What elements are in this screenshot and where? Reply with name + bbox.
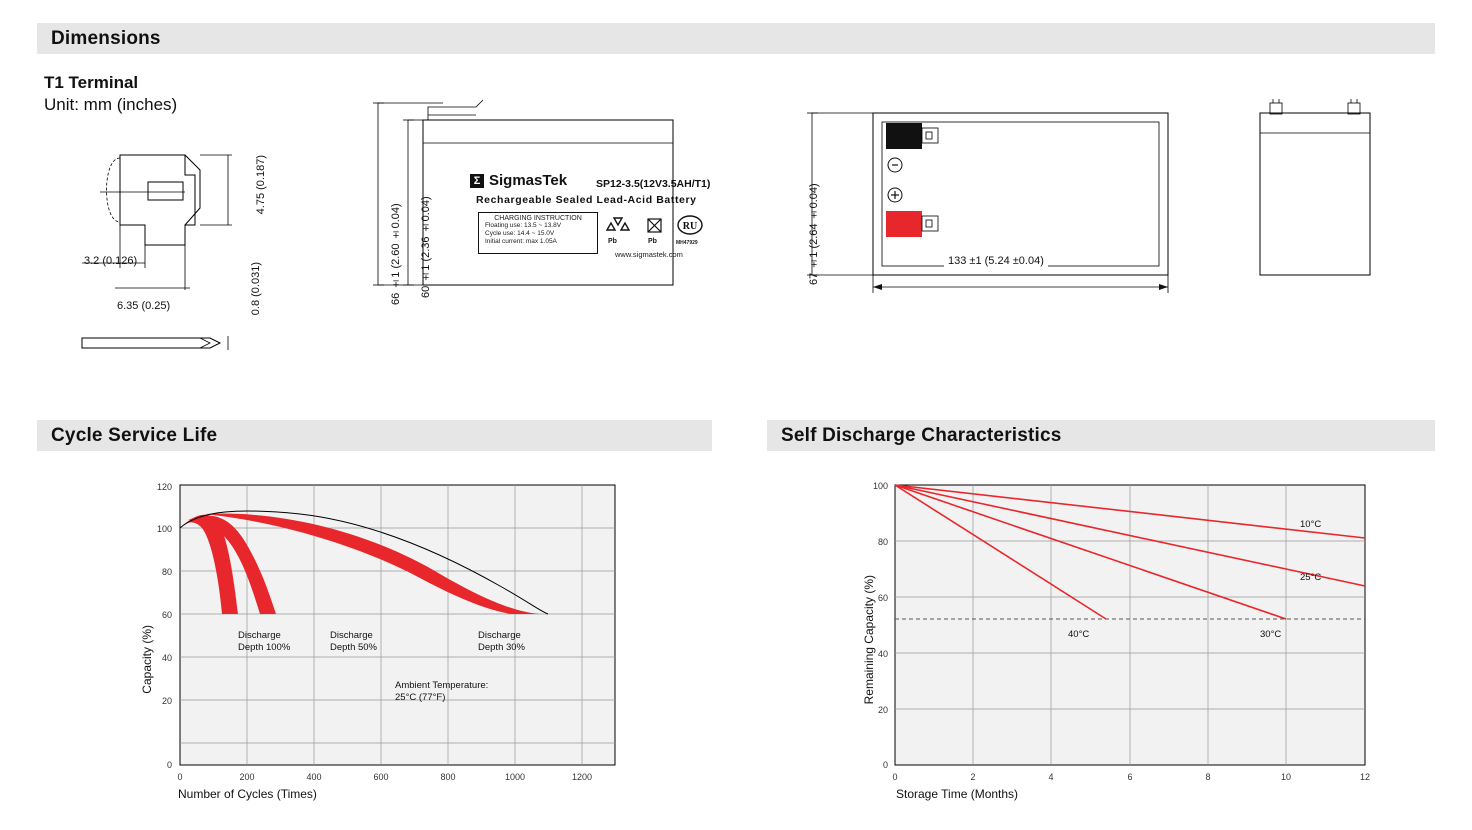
svg-text:6: 6	[1127, 772, 1133, 782]
safety-marks	[604, 214, 714, 252]
terminal-dim-thickness: 0.8 (0.031)	[250, 262, 262, 316]
self-chart-xlabel: Storage Time (Months)	[896, 787, 1019, 801]
cycle-service-life-chart	[110, 470, 730, 830]
battery-dim-length: 133 ±1 (5.24 ±0.04)	[944, 255, 1048, 267]
svg-text:800: 800	[440, 772, 456, 782]
section-header-cycle-service-life	[37, 420, 712, 451]
pb-mark-1: Pb	[608, 238, 617, 245]
svg-text:40: 40	[161, 653, 172, 663]
battery-dim-depth: 67 ±1 (2.64 ±0.04)	[808, 183, 820, 285]
svg-text:20: 20	[161, 696, 172, 706]
terminal-unit: Unit: mm (inches)	[44, 95, 178, 114]
svg-text:2: 2	[970, 772, 976, 782]
ul-file-number: MH47929	[676, 240, 698, 246]
svg-text:60: 60	[877, 593, 888, 603]
svg-text:120: 120	[156, 482, 172, 492]
svg-text:Depth 30%: Depth 30%	[478, 642, 526, 653]
section-title-self-discharge: Self Discharge Characteristics	[781, 424, 1062, 446]
self-discharge-chart	[830, 470, 1450, 830]
sigma-mark-icon: Σ	[470, 174, 484, 188]
svg-text:100: 100	[156, 524, 172, 534]
svg-text:30°C: 30°C	[1260, 629, 1282, 640]
battery-dim-total-height: 66 ±1 (2.60 ±0.04)	[390, 203, 402, 305]
ul-icon	[678, 216, 702, 234]
svg-text:1000: 1000	[504, 772, 526, 782]
charging-line-2: Cycle use: 14.4 ~ 15.0V	[485, 230, 555, 237]
svg-text:80: 80	[161, 567, 172, 577]
svg-text:200: 200	[239, 772, 255, 782]
svg-text:Discharge: Discharge	[330, 630, 373, 641]
svg-text:Ambient Temperature:: Ambient Temperature:	[395, 680, 489, 691]
terminal-dim-height: 4.75 (0.187)	[255, 155, 267, 215]
terminal-dim-width: 6.35 (0.25)	[117, 300, 171, 312]
svg-text:600: 600	[373, 772, 389, 782]
svg-text:40°C: 40°C	[1068, 629, 1090, 640]
section-header-dimensions	[37, 23, 1435, 54]
battery-front-view	[368, 95, 688, 325]
svg-text:12: 12	[1359, 772, 1371, 782]
svg-text:RU: RU	[682, 221, 698, 232]
battery-side-view	[1245, 95, 1395, 295]
svg-text:10°C: 10°C	[1300, 519, 1322, 530]
svg-text:10: 10	[1280, 772, 1292, 782]
cycle-chart-ylabel: Capacity (%)	[140, 625, 154, 694]
svg-text:100: 100	[872, 481, 888, 491]
svg-text:60: 60	[161, 610, 172, 620]
battery-website: www.sigmastek.com	[615, 250, 683, 259]
svg-text:80: 80	[877, 537, 888, 547]
recycle-icon	[607, 218, 629, 230]
svg-text:1200: 1200	[571, 772, 593, 782]
svg-text:25°C: 25°C	[1300, 572, 1322, 583]
crossed-bin-icon	[648, 219, 661, 232]
charging-instruction-box	[478, 212, 598, 254]
charging-line-3: Initial current: max 1.05A	[485, 238, 557, 245]
pb-mark-2: Pb	[648, 238, 657, 245]
svg-text:Depth 50%: Depth 50%	[330, 642, 378, 653]
svg-text:0: 0	[892, 772, 898, 782]
battery-model: SP12-3.5(12V3.5AH/T1)	[596, 178, 711, 190]
svg-text:Discharge: Discharge	[238, 630, 281, 641]
svg-text:400: 400	[306, 772, 322, 782]
battery-type: Rechargeable Sealed Lead-Acid Battery	[476, 194, 697, 206]
self-chart-ylabel: Remaining Capacity (%)	[862, 575, 876, 705]
svg-text:4: 4	[1048, 772, 1054, 782]
cycle-chart-xlabel: Number of Cycles (Times)	[178, 787, 317, 801]
charging-line-1: Floating use: 13.5 ~ 13.8V	[485, 222, 562, 229]
svg-text:0: 0	[882, 760, 888, 770]
section-title-cycle-service-life: Cycle Service Life	[51, 424, 218, 446]
charging-instruction-title: CHARGING INSTRUCTION	[494, 215, 582, 222]
positive-terminal-icon	[888, 188, 902, 202]
svg-text:0: 0	[177, 772, 183, 782]
terminal-title: T1 Terminal	[44, 73, 139, 92]
svg-text:Discharge: Discharge	[478, 630, 521, 641]
svg-text:40: 40	[877, 649, 888, 659]
negative-terminal-icon	[888, 158, 902, 172]
brand-name: SigmasTek	[489, 172, 568, 189]
svg-text:20: 20	[877, 705, 888, 715]
terminal-drawing	[60, 130, 310, 410]
section-title-dimensions: Dimensions	[51, 27, 161, 49]
svg-text:0: 0	[166, 760, 172, 770]
battery-dim-case-height: 60 ±1 (2.36 ±0.04)	[420, 196, 432, 298]
brand-logo	[470, 172, 567, 189]
svg-text:8: 8	[1205, 772, 1211, 782]
section-header-self-discharge	[767, 420, 1435, 451]
terminal-dim-width-small: 3.2 (0.126)	[84, 255, 138, 267]
svg-text:Depth 100%: Depth 100%	[238, 642, 291, 653]
svg-text:25°C (77°F): 25°C (77°F)	[395, 692, 446, 703]
